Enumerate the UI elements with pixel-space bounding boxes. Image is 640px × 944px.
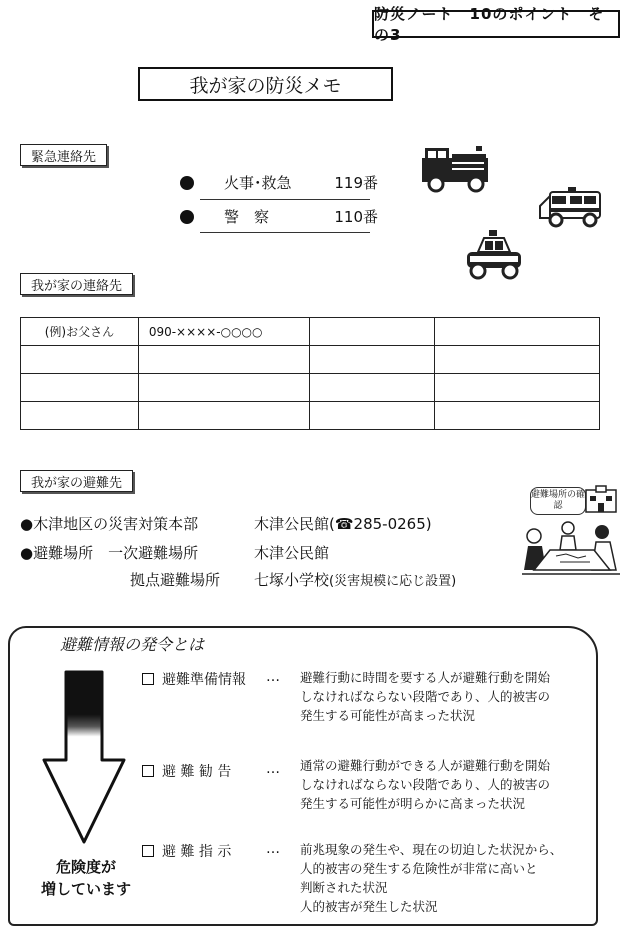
contact-name-cell[interactable] <box>21 346 139 374</box>
emergency-name: 警 察 <box>224 208 270 226</box>
table-row <box>21 402 600 430</box>
emergency-number: 110番 <box>334 208 378 226</box>
place-name: 七塚小学校 <box>254 571 330 589</box>
desc-line: 発生する可能性が高まった状況 <box>300 708 476 723</box>
contact-phone-cell[interactable]: 090-××××-○○○○ <box>138 318 309 346</box>
ambulance-icon <box>538 184 604 230</box>
evacuation-row <box>130 569 220 590</box>
contact-phone-cell[interactable] <box>435 374 600 402</box>
danger-arrow-icon <box>40 668 128 846</box>
contact-name-cell[interactable] <box>21 374 139 402</box>
emergency-row-police <box>180 206 378 227</box>
desc-line: 人的被害が発生した状況 <box>300 899 438 914</box>
bullet-icon: ● <box>20 544 34 562</box>
contact-phone-cell[interactable] <box>435 318 600 346</box>
danger-line: 増しています <box>40 880 131 898</box>
header-badge: 防災ノート 10のポイント その3 <box>372 10 620 38</box>
info-item-order <box>142 841 231 861</box>
contact-phone-cell[interactable] <box>435 402 600 430</box>
info-title: 避難情報の発令とは <box>60 635 205 654</box>
evacuation-row <box>20 513 198 534</box>
place-note: (災害規模に応じ設置) <box>329 574 457 589</box>
table-row <box>21 346 600 374</box>
contact-name-cell[interactable] <box>309 402 435 430</box>
contact-phone-cell[interactable] <box>138 374 309 402</box>
contact-phone-cell[interactable] <box>435 346 600 374</box>
desc-line: 発生する可能性が明らかに高まった状況 <box>300 796 526 811</box>
evacuation-label: 避難場所 一次避難場所 <box>33 544 199 562</box>
checkbox-icon[interactable] <box>142 845 154 857</box>
checkbox-icon[interactable] <box>142 765 154 777</box>
info-item-advisory <box>142 761 231 781</box>
bullet-icon: ● <box>20 515 34 533</box>
desc-line: 前兆現象の発生や、現在の切迫した状況から、 <box>300 842 563 857</box>
police-car-icon <box>464 228 524 282</box>
evacuation-label: 拠点避難場所 <box>130 571 221 589</box>
item-name: 避 難 指 示 <box>162 844 232 860</box>
desc-line: しなければならない段階であり、人的被害の <box>300 777 551 792</box>
contact-name-cell[interactable] <box>309 374 435 402</box>
evacuation-place <box>254 542 329 563</box>
desc-line: 避難行動に時間を要する人が避難行動を開始 <box>300 670 551 685</box>
emergency-number: 119番 <box>334 174 378 192</box>
item-description <box>300 840 562 916</box>
bullet-icon <box>180 210 194 224</box>
place-name: 木津公民館 <box>254 544 330 562</box>
contact-phone-cell[interactable] <box>138 346 309 374</box>
family-contacts-table <box>20 317 600 430</box>
item-name: 避難準備情報 <box>162 672 246 688</box>
evacuation-place <box>254 569 456 590</box>
item-description <box>300 668 550 725</box>
contact-name-cell[interactable] <box>309 346 435 374</box>
family-contacts-label: 我が家の連絡先 <box>20 273 133 295</box>
page-title: 我が家の防災メモ <box>138 67 393 101</box>
ellipsis: … <box>266 841 280 857</box>
place-phone: (☎285-0265) <box>329 515 432 533</box>
ellipsis: … <box>266 761 280 777</box>
evacuation-place <box>254 513 432 534</box>
desc-line: 通常の避難行動ができる人が避難行動を開始 <box>300 758 551 773</box>
contact-name-cell[interactable]: (例)お父さん <box>21 318 139 346</box>
info-item-preparation <box>142 669 246 689</box>
divider <box>200 232 370 233</box>
illustration-sign: 避難場所の確認 <box>530 487 586 515</box>
table-row <box>21 374 600 402</box>
desc-line: しなければならない段階であり、人的被害の <box>300 689 551 704</box>
evacuation-label: 木津地区の災害対策本部 <box>33 515 199 533</box>
bullet-icon <box>180 176 194 190</box>
contact-phone-cell[interactable] <box>138 402 309 430</box>
danger-label <box>40 856 132 900</box>
emergency-section-label: 緊急連絡先 <box>20 144 107 166</box>
desc-line: 人的被害の発生する危険性が非常に高いと <box>300 861 538 876</box>
item-name: 避 難 勧 告 <box>162 764 232 780</box>
table-row <box>21 318 600 346</box>
emergency-row-fire <box>180 172 378 193</box>
divider <box>200 199 370 200</box>
ellipsis: … <box>266 669 280 685</box>
emergency-name: 火事･救急 <box>224 174 292 192</box>
family-checking-map-icon <box>520 484 624 578</box>
danger-line: 危険度が <box>55 858 116 876</box>
desc-line: 判断された状況 <box>300 880 388 895</box>
fire-truck-icon <box>420 142 494 194</box>
contact-name-cell[interactable] <box>309 318 435 346</box>
contact-name-cell[interactable] <box>21 402 139 430</box>
checkbox-icon[interactable] <box>142 673 154 685</box>
item-description <box>300 756 550 813</box>
evacuation-section-label: 我が家の避難先 <box>20 470 133 492</box>
place-name: 木津公民館 <box>254 515 330 533</box>
evacuation-row <box>20 542 198 563</box>
